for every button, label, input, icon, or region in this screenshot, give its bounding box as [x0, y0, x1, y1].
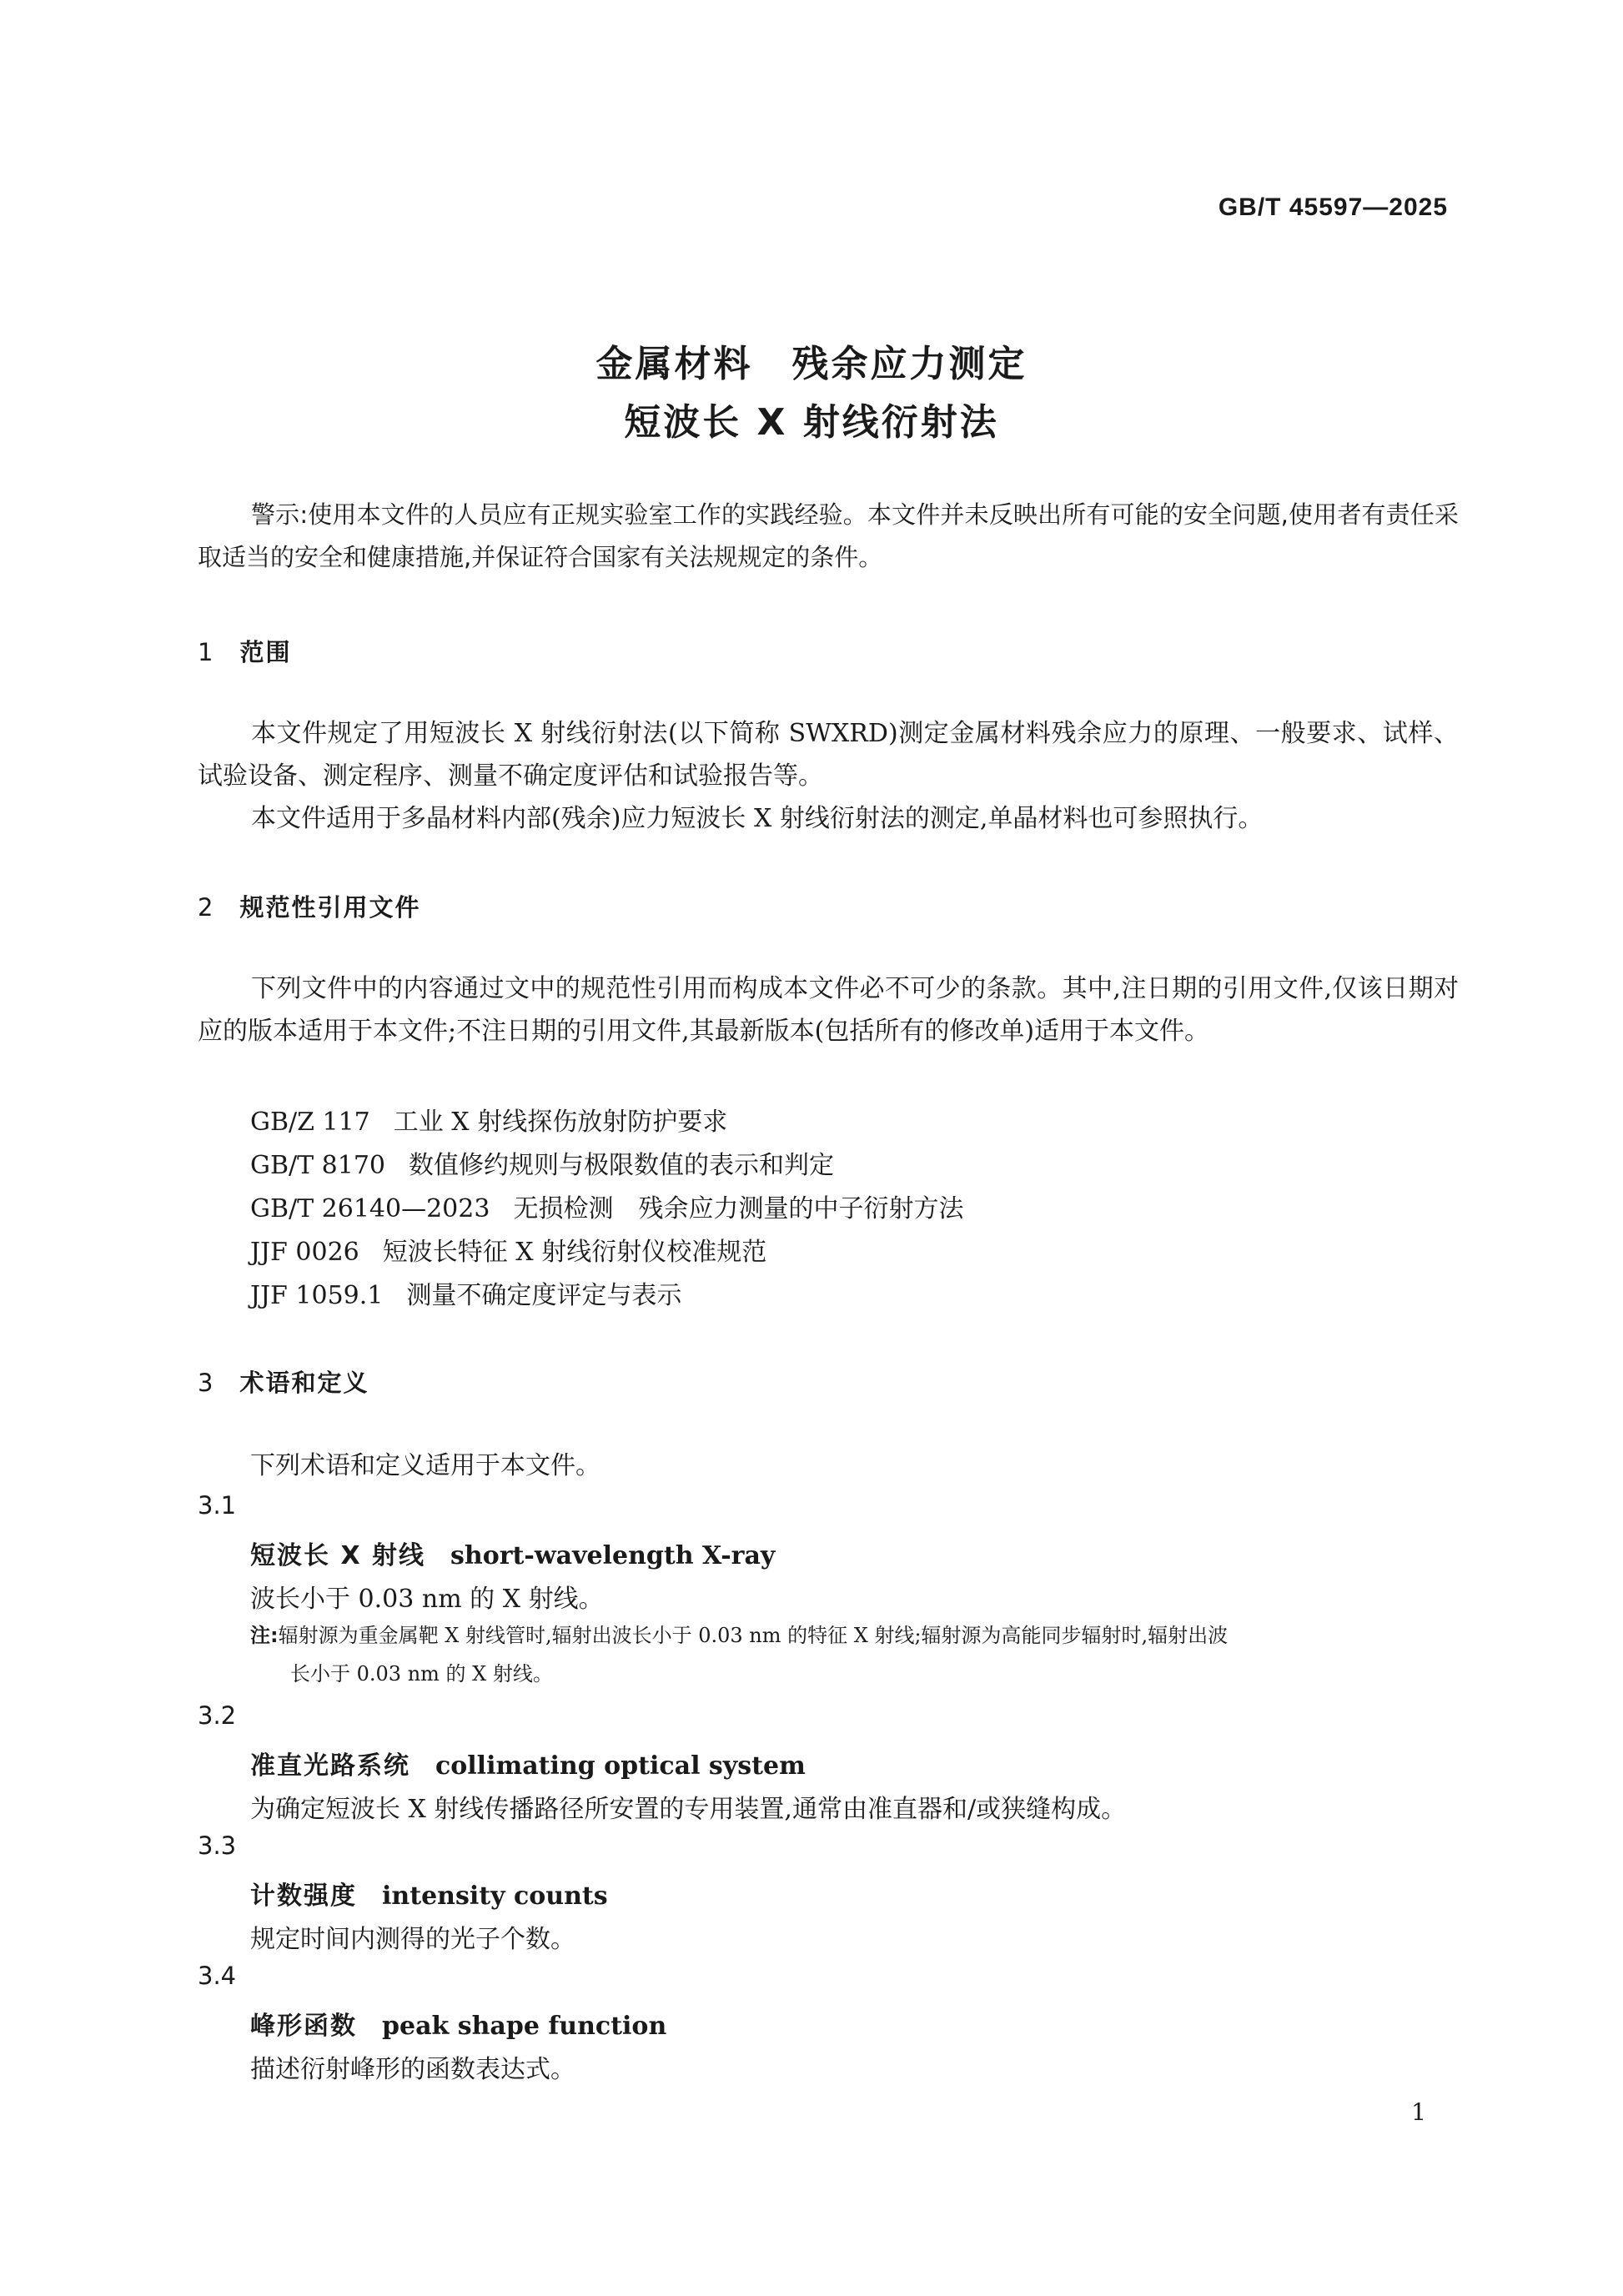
section-heading-scope	[198, 634, 291, 668]
term-chinese: 准直光路系统	[250, 1751, 410, 1781]
title-line-2: 短波长 X 射线衍射法	[624, 401, 999, 444]
term-definition: 波长小于 0.03 nm 的 X 射线。	[250, 1585, 604, 1614]
reference-title: 工业 X 射线探伤放射防护要求	[393, 1108, 728, 1137]
note-text: 辐射源为重金属靶 X 射线管时,辐射出波长小于 0.03 nm 的特征 X 射线;辐射源为高能同步辐射时,辐射出波	[278, 1624, 1229, 1647]
term-heading	[250, 1875, 608, 1912]
term-english: short-wavelength X-ray	[450, 1541, 776, 1570]
title-line-1: 金属材料 残余应力测定	[595, 343, 1028, 385]
note-text-continued: 长小于 0.03 nm 的 X 射线。	[290, 1662, 553, 1686]
reference-code: JJF 0026	[250, 1238, 359, 1267]
term-definition: 描述衍射峰形的函数表达式。	[250, 2055, 575, 2084]
terms-intro: 下列术语和定义适用于本文件。	[250, 1451, 600, 1480]
term-heading	[250, 1535, 775, 1571]
section-heading-terms	[198, 1364, 369, 1399]
reference-item	[250, 1101, 727, 1138]
reference-item	[250, 1188, 963, 1224]
reference-title: 数值修约规则与极限数值的表示和判定	[409, 1151, 835, 1180]
reference-item	[250, 1274, 681, 1311]
section-number: 2	[198, 893, 215, 922]
reference-code: JJF 1059.1	[250, 1281, 384, 1310]
reference-item	[250, 1231, 766, 1268]
reference-title: 短波长特征 X 射线衍射仪校准规范	[382, 1238, 767, 1267]
term-heading	[250, 2005, 666, 2042]
section-number: 1	[198, 638, 215, 666]
reference-item	[250, 1144, 834, 1181]
reference-code: GB/T 8170	[250, 1151, 386, 1180]
term-english: collimating optical system	[435, 1751, 806, 1781]
term-number: 3.2	[198, 1701, 237, 1730]
term-definition: 为确定短波长 X 射线传播路径所安置的专用装置,通常由准直器和/或狭缝构成。	[250, 1795, 1127, 1824]
term-english: peak shape function	[382, 2012, 667, 2041]
standard-number: GB/T 45597—2025	[1218, 193, 1448, 221]
section-number: 3	[198, 1369, 215, 1397]
note-label: 注:	[250, 1624, 279, 1647]
term-chinese: 计数强度	[250, 1882, 357, 1911]
reference-code: GB/Z 117	[250, 1108, 370, 1137]
term-definition: 规定时间内测得的光子个数。	[250, 1925, 575, 1954]
section-title: 术语和定义	[239, 1369, 369, 1397]
term-chinese: 短波长 X 射线	[250, 1541, 426, 1570]
term-heading	[250, 1745, 806, 1781]
reference-title: 无损检测 残余应力测量的中子衍射方法	[513, 1194, 964, 1223]
reference-code: GB/T 26140—2023	[250, 1194, 490, 1223]
references-intro: 下列文件中的内容通过文中的规范性引用而构成本文件必不可少的条款。其中,注日期的引用文件,仅该日期对应的版本适用于本文件;不注日期的引用文件,其最新版本(包括所有的修改单)适用于本文件。	[198, 974, 1459, 1046]
term-number: 3.3	[198, 1831, 237, 1860]
section-title: 规范性引用文件	[239, 893, 421, 922]
term-chinese: 峰形函数	[250, 2012, 357, 2041]
page-number: 1	[1411, 2098, 1426, 2126]
section-title: 范围	[239, 638, 292, 666]
reference-title: 测量不确定度评定与表示	[406, 1281, 682, 1310]
term-number: 3.4	[198, 1962, 237, 1990]
term-english: intensity counts	[382, 1882, 608, 1911]
term-note	[250, 1616, 1460, 1693]
scope-paragraph-1: 本文件规定了用短波长 X 射线衍射法(以下简称 SWXRD)测定金属材料残余应力的原理、一般要求、试样、试验设备、测定程序、测量不确定度评估和试验报告等。	[198, 719, 1459, 791]
section-heading-references	[198, 889, 420, 923]
scope-paragraph-2: 本文件适用于多晶材料内部(残余)应力短波长 X 射线衍射法的测定,单晶材料也可参照执行。	[251, 804, 1264, 833]
warning-paragraph: 警示:使用本文件的人员应有正规实验室工作的实践经验。本文件并未反映出所有可能的安全问题,使用者有责任采取适当的安全和健康措施,并保证符合国家有关法规规定的条件。	[198, 500, 1459, 571]
term-number: 3.1	[198, 1491, 237, 1520]
